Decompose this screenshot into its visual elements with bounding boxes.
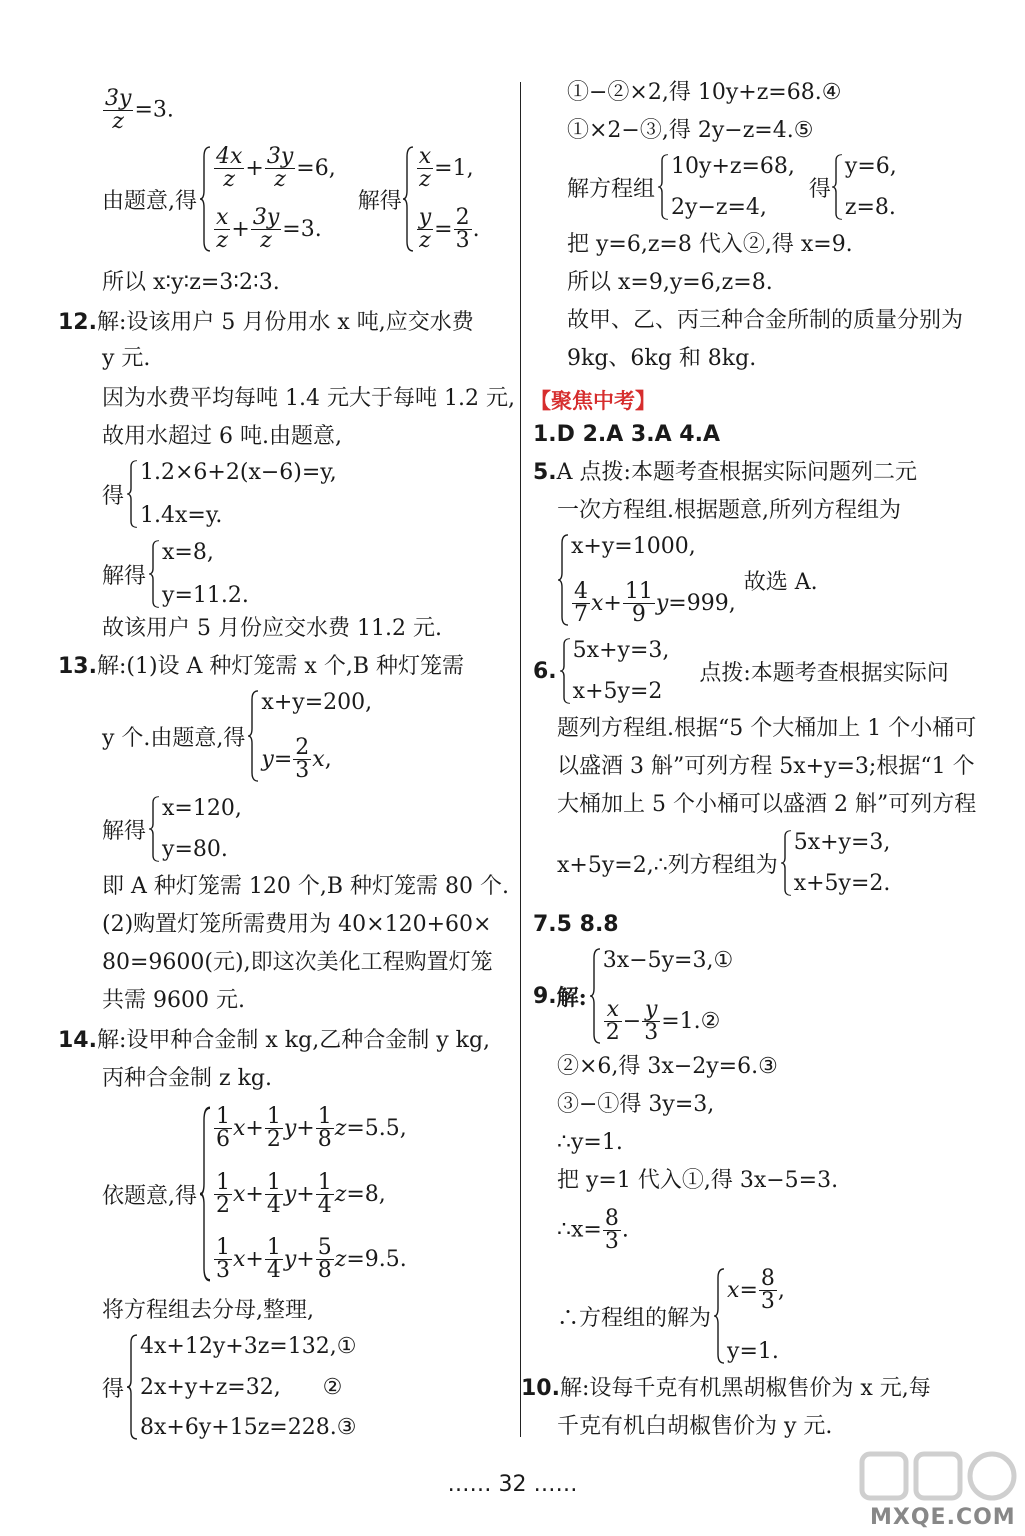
- conclusion-line-2: 9kg、6kg 和 8kg.: [567, 346, 757, 371]
- q9-system: 9. 解: 3x−5y=3,① x 2 − $\frac{y}{3}$ =1.②: [533, 948, 734, 1045]
- result-line: 所以 x=9,y=6,z=8.: [567, 270, 773, 295]
- q6-line-2: 以盛酒 3 斛”可列方程 5x+y=3;根据“1 个: [557, 754, 975, 779]
- step-5: ①×2−③,得 2y−z=4.⑤: [567, 118, 814, 143]
- q9-line-4: 把 y=1 代入①,得 3x−5=3.: [557, 1168, 839, 1193]
- conclusion-line-1: 故甲、乙、丙三种合金所制的质量分别为: [567, 308, 964, 333]
- q9-line-1: ②×6,得 3x−2y=6.③: [557, 1054, 778, 1079]
- system-ratio: 由题意,得 4x z + 3y z =6, x z + 3y z =3. 解得 x z =1, y z = 2 3 .: [102, 144, 480, 253]
- q14-system-2: 得 4x+12y+3z=132,① 2x+y+z=32, ② 8x+6y+15z=228.③: [102, 1334, 357, 1440]
- q9-solution-system: ∴方程组的解为 x = 8 3 , y=1.: [557, 1266, 785, 1364]
- q13-line-2: 即 A 种灯笼需 120 个,B 种灯笼需 80 个.: [102, 874, 509, 899]
- q12-answer: 故该用户 5 月份应交水费 11.2 元.: [102, 616, 442, 641]
- q13-line-1: 13.解:(1)设 A 种灯笼需 x 个,B 种灯笼需: [58, 654, 464, 679]
- q14-system-1: 依题意,得 1 6 x + 1 2 y + 1 8 z =5.5, 1 2 x + 1 4 y + 1 4 z =8, 1 3 x + 1 4 y + 5 8 z =9.5.: [102, 1104, 407, 1283]
- q10-line-1: 10.解:设每千克有机黑胡椒售价为 x 元,每: [521, 1376, 931, 1401]
- q14-line-2: 丙种合金制 z kg.: [102, 1066, 272, 1091]
- q5-line-1: 5.A 点拨:本题考查根据实际问题列二元: [533, 460, 917, 485]
- q12-line-1: 12.解:设该用户 5 月份用水 x 吨,应交水费: [58, 310, 474, 335]
- q12-line-4: 故用水超过 6 吨.由题意,: [102, 424, 342, 449]
- section-heading: 【聚焦中考】: [530, 389, 656, 413]
- watermark-text: MXQE.COM: [870, 1505, 1016, 1530]
- q6-system-final: x+5y=2,∴列方程组为 5x+y=3, x+5y=2.: [557, 830, 891, 896]
- q13-system-1: y 个.由题意,得 x+y=200, y = 2 3 x ,: [102, 690, 373, 783]
- answers-1-4: 1.D 2.A 3.A 4.A: [533, 422, 720, 447]
- q5-line-2: 一次方程组.根据题意,所列方程组为: [557, 498, 901, 523]
- q9-line-3: ∴y=1.: [557, 1130, 623, 1155]
- q14-line-3: 将方程组去分母,整理,: [102, 1298, 314, 1323]
- q12-system-1: 得 1.2×6+2(x−6)=y, 1.4x=y.: [102, 460, 337, 528]
- column-divider: [520, 82, 521, 1437]
- eq-3y-over-z: $\frac{3y}{z}$ =3.: [105, 86, 174, 134]
- step-4: ①−②×2,得 10y+z=68.④: [567, 80, 842, 105]
- q6-system: 6. 5x+y=3, x+5y=2 点拨:本题考查根据实际问: [533, 638, 949, 704]
- q13-line-3: (2)购置灯笼所需费用为 40×120+60×: [102, 912, 492, 937]
- page-number: …… 32 ……: [447, 1472, 578, 1497]
- q12-line-2: y 元.: [102, 346, 151, 371]
- ratio-result: 所以 x∶y∶z=3∶2∶3.: [102, 270, 280, 295]
- q14-line-1: 14.解:设甲种合金制 x kg,乙种合金制 y kg,: [58, 1028, 491, 1053]
- q9-line-2: ③−①得 3y=3,: [557, 1092, 715, 1117]
- q6-line-3: 大桶加上 5 个小桶可以盛酒 2 斛”可列方程: [557, 792, 977, 817]
- q6-line-1: 题列方程组.根据“5 个大桶加上 1 个小桶可: [557, 716, 977, 741]
- q13-line-5: 共需 9600 元.: [102, 988, 245, 1013]
- answers-7-8: 7.5 8.8: [533, 912, 619, 937]
- q10-line-2: 千克有机白胡椒售价为 y 元.: [557, 1414, 833, 1439]
- q13-line-4: 80=9600(元),即这次美化工程购置灯笼: [102, 950, 493, 975]
- system-yz: 解方程组 10y+z=68, 2y−z=4, 得 y=6, z=8.: [567, 154, 897, 220]
- substitute-line: 把 y=6,z=8 代入②,得 x=9.: [567, 232, 853, 257]
- q12-line-3: 因为水费平均每吨 1.4 元大于每吨 1.2 元,: [102, 386, 515, 411]
- q13-system-2: 解得 x=120, y=80.: [102, 796, 242, 862]
- q5-system: x+y=1000, 4 7 x + 11 9 y =999, 故选 A.: [557, 534, 818, 626]
- q9-line-5: ∴x= $\frac{8}{3}$ .: [557, 1206, 629, 1254]
- q12-system-2: 解得 x=8, y=11.2.: [102, 540, 249, 608]
